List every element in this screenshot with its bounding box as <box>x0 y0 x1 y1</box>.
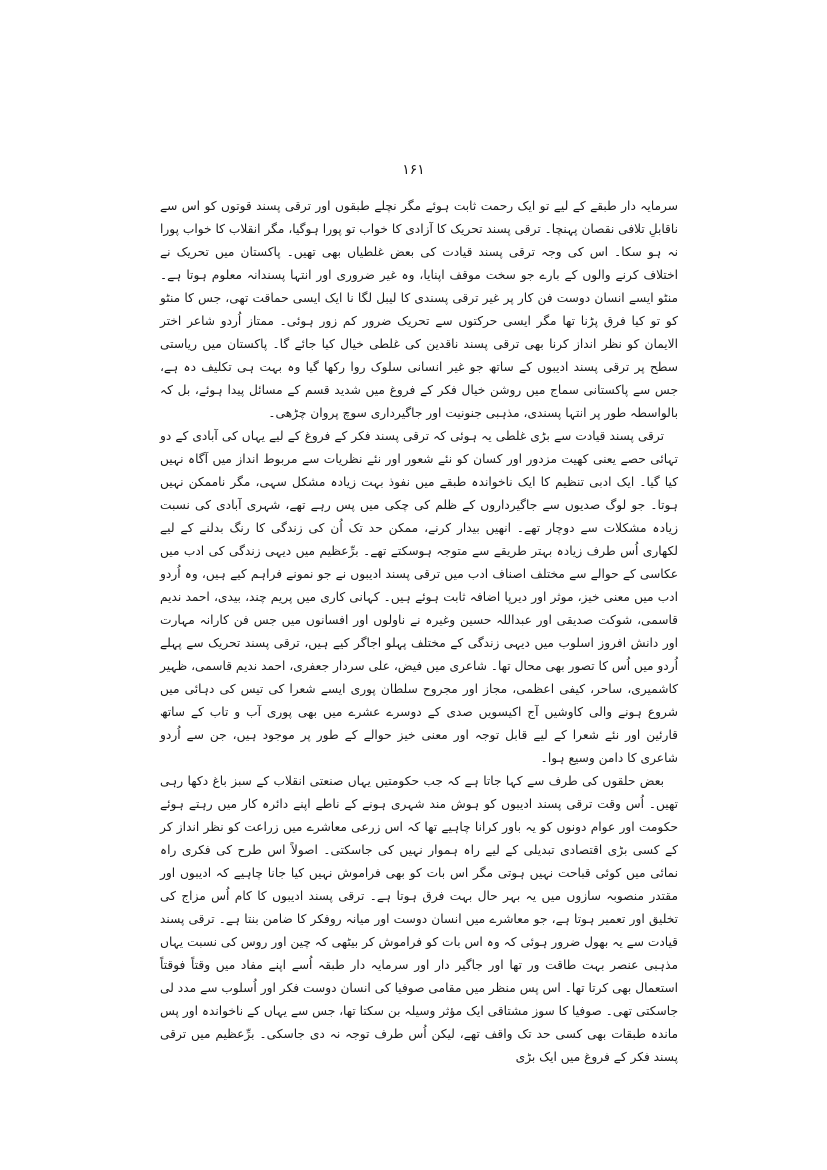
body-text <box>160 195 678 1069</box>
paragraph: بعض حلقوں کی طرف سے کہا جاتا ہے کہ جب حکومتیں یہاں صنعتی انقلاب کے سبز باغ دکھا رہی تھیں۔ اُس وقت ترقی پسند ادیبوں کو ہوش مند شہری ہونے کے ناطے اپنے دائرہ کار میں رہتے ہوئے حکومت اور عوام دونوں کو یہ باور کرانا چاہیے تھا کہ اس زرعی معاشرے میں زراعت کو نظر انداز کر کے کسی بڑی اقتصادی تبدیلی کے لیے راہ ہموار نہیں کی جاسکتی۔ اصولاً اس طرح کی فکری راہ نمائی میں کوئی قباحت نہیں ہوتی مگر اس بات کو بھی فراموش نہیں کیا جانا چاہیے کہ ادیبوں اور مقتدر منصوبہ سازوں میں یہ بہر حال بہت فرق ہوتا ہے۔ ترقی پسند ادیبوں کا کام اُس مزاج کی تخلیق اور تعمیر ہوتا ہے، جو معاشرے میں انسان دوست اور میانہ روفکر کا ضامن بنتا ہے۔ ترقی پسند قیادت سے یہ بھول ضرور ہوئی کہ وہ اس بات کو فراموش کر بیٹھی کہ چین اور روس کی نسبت یہاں مذہبی عنصر بہت طاقت ور تھا اور جاگیر دار اور سرمایہ دار طبقہ اُسے اپنے مفاد میں وقتاً فوقتاً استعمال بھی کرتا تھا۔ اس پس منظر میں مقامی صوفیا کی انسان دوست فکر اور اُسلوب سے مدد لی جاسکتی تھی۔ صوفیا کا سوز مشتاقی ایک مؤثر وسیلہ بن سکتا تھا، جس سے یہاں کے ناخواندہ اور پس ماندہ طبقات بھی کسی حد تک واقف تھے، لیکن اُس طرف توجہ نہ دی جاسکی۔ برِّعظیم میں ترقی پسند فکر کے فروغ میں ایک بڑی <box>160 774 678 1064</box>
paragraph: سرمایہ دار طبقے کے لیے تو ایک رحمت ثابت ہوئے مگر نچلے طبقوں اور ترقی پسند قوتوں کو اس سے ناقابلِ تلافی نقصان پہنچا۔ ترقی پسند تحریک کا آزادی کا خواب تو پورا ہوگیا، مگر انقلاب کا خواب پورا نہ ہو سکا۔ اس کی وجہ ترقی پسند قیادت کی بعض غلطیاں بھی تھیں۔ پاکستان میں تحریک نے اختلاف کرنے والوں کے بارے جو سخت موقف اپنایا، وہ غیر ضروری اور انتہا پسندانہ معلوم ہوتا ہے۔ منٹو ایسے انسان دوست فن کار پر غیر ترقی پسندی کا لیبل لگا نا ایک ایسی حماقت تھی، جس کا منٹو کو تو کیا فرق پڑنا تھا مگر ایسی حرکتوں سے تحریک ضرور کم زور ہوئی۔ ممتاز اُردو شاعر اختر الایمان کو نظر انداز کرنا بھی ترقی پسند ناقدین کی غلطی خیال کیا جائے گا۔ پاکستان میں ریاستی سطح پر ترقی پسند ادیبوں کے ساتھ جو غیر انسانی سلوک روا رکھا گیا وہ بہت ہی تکلیف دہ ہے، جس سے پاکستانی سماج میں روشن خیال فکر کے فروغ میں شدید قسم کے مسائل پیدا ہوئے، بل کہ بالواسطہ طور پر انتہا پسندی، مذہبی جنونیت اور جاگیرداری سوچ پروان چڑھی۔ <box>160 199 678 420</box>
page-number: ۱۶۱ <box>402 162 425 178</box>
paragraph: ترقی پسند قیادت سے بڑی غلطی یہ ہوئی کہ ترقی پسند فکر کے فروغ کے لیے یہاں کی آبادی کے دو تہائی حصے یعنی کھیت مزدور اور کسان کو نئے شعور اور نئے نظریات سے مربوط انداز میں آگاہ نہیں کیا گیا۔ ایک ادبی تنظیم کا ایک ناخواندہ طبقے میں نفوذ بہت زیادہ مشکل سہی، مگر ناممکن نہیں ہوتا۔ جو لوگ صدیوں سے جاگیرداروں کے ظلم کی چکی میں پس رہے تھے، شہری آبادی کی نسبت زیادہ مشکلات سے دوچار تھے۔ انھیں بیدار کرنے، ممکن حد تک اُن کی زندگی کا رنگ بدلنے کے لیے لکھاری اُس طرف زیادہ بہتر طریقے سے متوجہ ہوسکتے تھے۔ برِّعظیم میں دیہی زندگی کی ادب میں عکاسی کے حوالے سے مختلف اصناف ادب میں ترقی پسند ادیبوں نے جو نمونے فراہم کیے ہیں، وہ اُردو ادب میں معنی خیز، موثر اور دیرپا اضافہ ثابت ہوئے ہیں۔ کہانی کاری میں پریم چند، بیدی، احمد ندیم قاسمی، شوکت صدیقی اور عبداللہ حسین وغیرہ نے ناولوں اور افسانوں میں جس فن کارانہ مہارت اور دانش افروز اسلوب میں دیہی زندگی کے مختلف پہلو اجاگر کیے ہیں، ترقی پسند تحریک سے پہلے اُردو میں اُس کا تصور بھی محال تھا۔ شاعری میں فیض، علی سردار جعفری، احمد ندیم قاسمی، ظہیر کاشمیری، ساحر، کیفی اعظمی، مجاز اور مجروح سلطان پوری ایسے شعرا کی تیس کی دہائی میں شروع ہونے والی کاوشیں آج اکیسویں صدی کے دوسرے عشرے میں بھی پوری آب و تاب کے ساتھ قارئین اور نئے شعرا کے لیے قابل توجہ اور معنی خیز حوالے کے طور پر موجود ہیں، جن سے اُردو شاعری کا دامن وسیع ہوا۔ <box>160 429 678 765</box>
